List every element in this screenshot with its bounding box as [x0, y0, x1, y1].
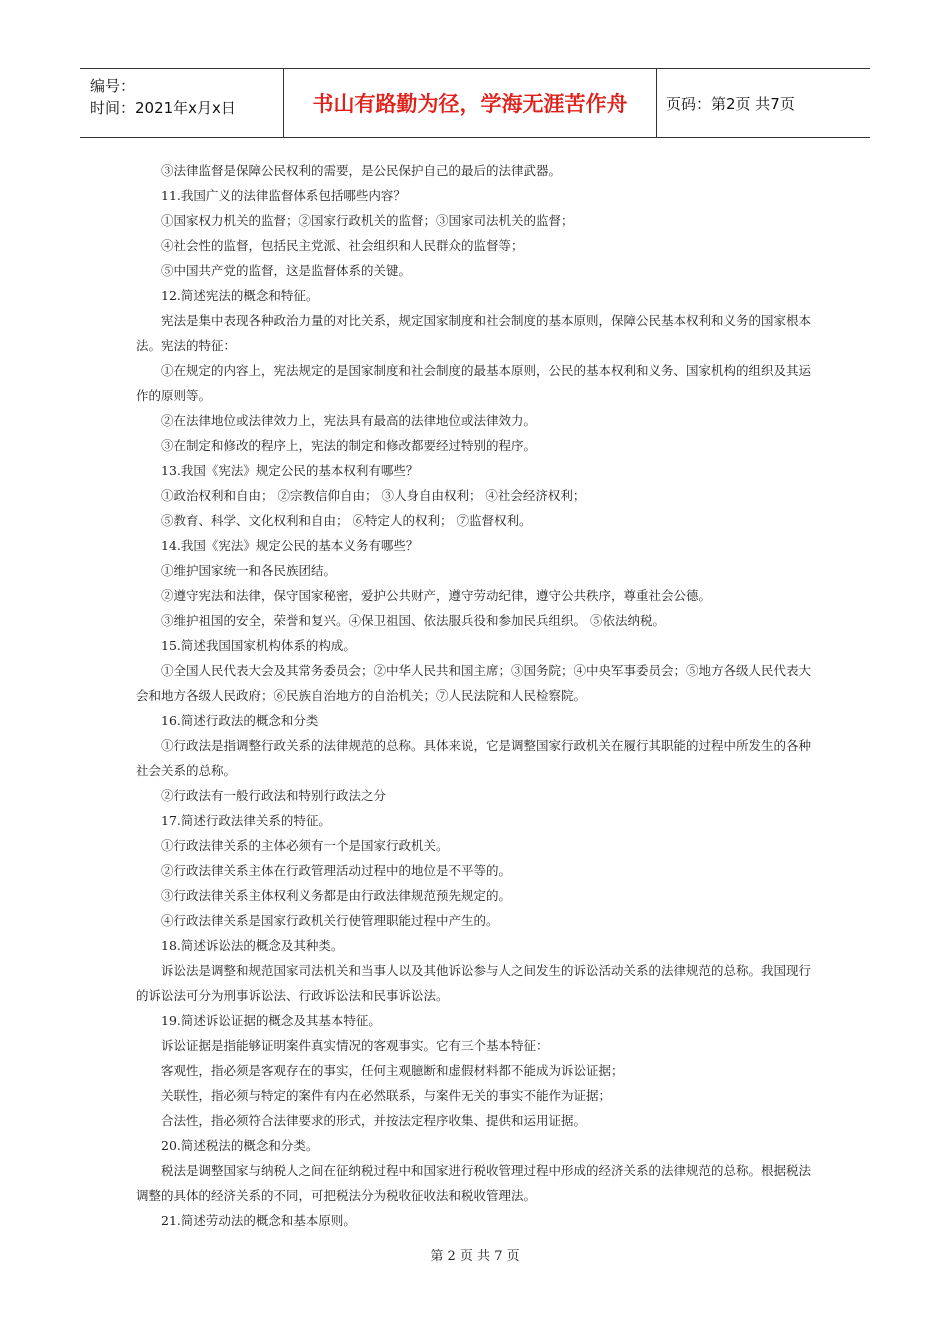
document-time-label: 时间：2021年x月x日	[90, 99, 236, 117]
paragraph: ①政治权利和自由； ②宗教信仰自由； ③人身自由权利； ④社会经济权利；	[161, 488, 586, 503]
paragraph: 18.简述诉讼法的概念及其种类。	[161, 938, 344, 953]
paragraph: ③维护祖国的安全，荣誉和复兴。④保卫祖国、依法服兵役和参加民兵组织。 ⑤依法纳税。	[161, 613, 665, 628]
header-divider	[656, 69, 657, 137]
paragraph: 税法是调整国家与纳税人之间在征纳税过程中和国家进行税收管理过程中形成的经济关系的法律规范的总称。根据税法调整的具体的经济关系的不同，可把税法分为税收征收法和税收管理法。	[136, 1163, 812, 1203]
paragraph: 合法性，指必须符合法律要求的形式，并按法定程序收集、提供和运用证据。	[161, 1113, 587, 1128]
paragraph: 客观性，指必须是客观存在的事实，任何主观臆断和虚假材料都不能成为诉讼证据；	[161, 1063, 624, 1078]
paragraph: ①维护国家统一和各民族团结。	[161, 563, 337, 578]
header-motto: 书山有路勤为径，学海无涯苦作舟	[312, 92, 628, 116]
paragraph: ④行政法律关系是国家行政机关行使管理职能过程中产生的。	[161, 913, 499, 928]
paragraph: ②在法律地位或法律效力上，宪法具有最高的法律地位或法律效力。	[161, 413, 537, 428]
paragraph: ③法律监督是保障公民权利的需要，是公民保护自己的最后的法律武器。	[161, 163, 562, 178]
paragraph: ⑤教育、科学、文化权利和自由； ⑥特定人的权利； ⑦监督权利。	[161, 513, 532, 528]
document-body	[136, 158, 816, 1233]
paragraph: ②行政法律关系主体在行政管理活动过程中的地位是不平等的。	[161, 863, 512, 878]
paragraph: ②遵守宪法和法律，保守国家秘密，爱护公共财产，遵守劳动纪律，遵守公共秩序，尊重社会公德。	[161, 588, 712, 603]
page-header	[80, 68, 870, 138]
paragraph: ②行政法有一般行政法和特别行政法之分	[161, 788, 387, 803]
paragraph: 诉讼证据是指能够证明案件真实情况的客观事实。它有三个基本特征：	[161, 1038, 549, 1053]
paragraph: 关联性，指必须与特定的案件有内在必然联系，与案件无关的事实不能作为证据；	[161, 1088, 612, 1103]
paragraph: 15.简述我国国家机构体系的构成。	[161, 638, 356, 653]
paragraph: ①在规定的内容上，宪法规定的是国家制度和社会制度的最基本原则，公民的基本权利和义务、国家机构的组织及其运作的原则等。	[136, 363, 812, 403]
paragraph: 11.我国广义的法律监督体系包括哪些内容？	[161, 188, 406, 203]
paragraph: 14.我国《宪法》规定公民的基本义务有哪些？	[161, 538, 419, 553]
paragraph: 诉讼法是调整和规范国家司法机关和当事人以及其他诉讼参与人之间发生的诉讼活动关系的法律规范的总称。我国现行的诉讼法可分为刑事诉讼法、行政诉讼法和民事诉讼法。	[136, 963, 812, 1003]
paragraph: ③行政法律关系主体权利义务都是由行政法律规范预先规定的。	[161, 888, 512, 903]
paragraph: 21.简述劳动法的概念和基本原则。	[161, 1213, 356, 1228]
paragraph: ①行政法律关系的主体必须有一个是国家行政机关。	[161, 838, 449, 853]
paragraph: ⑤中国共产党的监督，这是监督体系的关键。	[161, 263, 412, 278]
paragraph: ④社会性的监督，包括民主党派、社会组织和人民群众的监督等；	[161, 238, 524, 253]
document-number-label: 编号：	[90, 77, 136, 95]
paragraph: 宪法是集中表现各种政治力量的对比关系，规定国家制度和社会制度的基本原则，保障公民基本权利和义务的国家根本法。宪法的特征：	[136, 313, 812, 353]
paragraph: 17.简述行政法律关系的特征。	[161, 813, 331, 828]
page-footer: 第 2 页 共 7 页	[430, 1249, 520, 1264]
paragraph: ③在制定和修改的程序上，宪法的制定和修改都要经过特别的程序。	[161, 438, 537, 453]
paragraph: 20.简述税法的概念和分类。	[161, 1138, 319, 1153]
paragraph: ①国家权力机关的监督；②国家行政机关的监督；③国家司法机关的监督；	[161, 213, 574, 228]
paragraph: 16.简述行政法的概念和分类	[161, 713, 319, 728]
header-meta	[90, 75, 236, 119]
paragraph: 13.我国《宪法》规定公民的基本权利有哪些？	[161, 463, 419, 478]
paragraph: 19.简述诉讼证据的概念及其基本特征。	[161, 1013, 381, 1028]
paragraph: 12.简述宪法的概念和特征。	[161, 288, 319, 303]
paragraph: ①行政法是指调整行政关系的法律规范的总称。具体来说，它是调整国家行政机关在履行其职能的过程中所发生的各种社会关系的总称。	[136, 738, 812, 778]
paragraph: ①全国人民代表大会及其常务委员会；②中华人民共和国主席；③国务院；④中央军事委员会；⑤地方各级人民代表大会和地方各级人民政府；⑥民族自治地方的自治机关；⑦人民法院和人民检察院。	[136, 663, 812, 703]
header-page-info: 页码：第2页 共7页	[666, 94, 795, 113]
